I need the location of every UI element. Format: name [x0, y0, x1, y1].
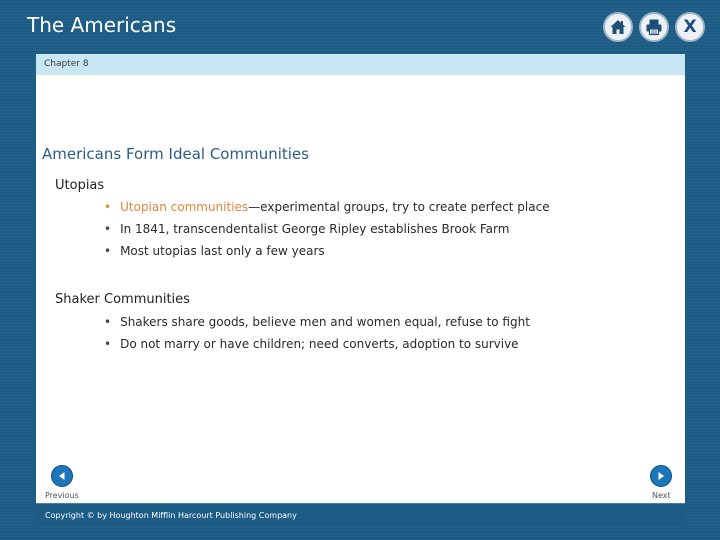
slide-title: Americans Form Ideal Communities [42, 145, 309, 163]
bullet-text: Do not marry or have children; need converts, adoption to survive [120, 337, 519, 351]
list-item [104, 333, 530, 355]
list-item [104, 240, 550, 262]
chapter-bar [36, 54, 685, 75]
close-button[interactable] [675, 12, 705, 42]
home-icon [609, 18, 627, 36]
section-heading-shaker: Shaker Communities [55, 292, 190, 307]
bullet-icon: • [104, 222, 112, 236]
bullet-icon: • [104, 337, 112, 351]
bullet-text: In 1841, transcendentalist George Ripley establishes Brook Farm [120, 222, 510, 236]
bullet-icon: • [104, 315, 112, 329]
key-term: Utopian communities [120, 200, 249, 214]
bullet-text: Most utopias last only a few years [120, 244, 325, 258]
bullet-icon: • [104, 200, 112, 214]
bullet-text: Shakers share goods, believe men and women equal, refuse to fight [120, 315, 530, 329]
list-item [104, 196, 550, 218]
bullet-text: —experimental groups, try to create perfect place [248, 200, 550, 214]
slide-content [36, 75, 685, 503]
next-button[interactable] [650, 465, 672, 487]
list-item [104, 311, 530, 333]
chapter-label: Chapter 8 [44, 59, 89, 69]
arrow-left-icon [57, 471, 67, 481]
shaker-bullet-list [104, 311, 530, 355]
app-title: The Americans [27, 13, 177, 37]
close-icon: X [683, 17, 697, 37]
utopias-bullet-list [104, 196, 550, 262]
print-button[interactable] [639, 12, 669, 42]
copyright-text: Copyright © by Houghton Mifflin Harcourt Publishing Company [45, 511, 297, 520]
previous-label[interactable]: Previous [45, 491, 79, 500]
next-label[interactable]: Next [652, 491, 671, 500]
home-button[interactable] [603, 12, 633, 42]
previous-button[interactable] [51, 465, 73, 487]
section-heading-utopias: Utopias [55, 178, 105, 193]
print-icon [645, 18, 663, 36]
header-toolbar [603, 12, 705, 42]
arrow-right-icon [656, 471, 666, 481]
footer-bar [36, 503, 685, 526]
list-item [104, 218, 550, 240]
bullet-icon: • [104, 244, 112, 258]
